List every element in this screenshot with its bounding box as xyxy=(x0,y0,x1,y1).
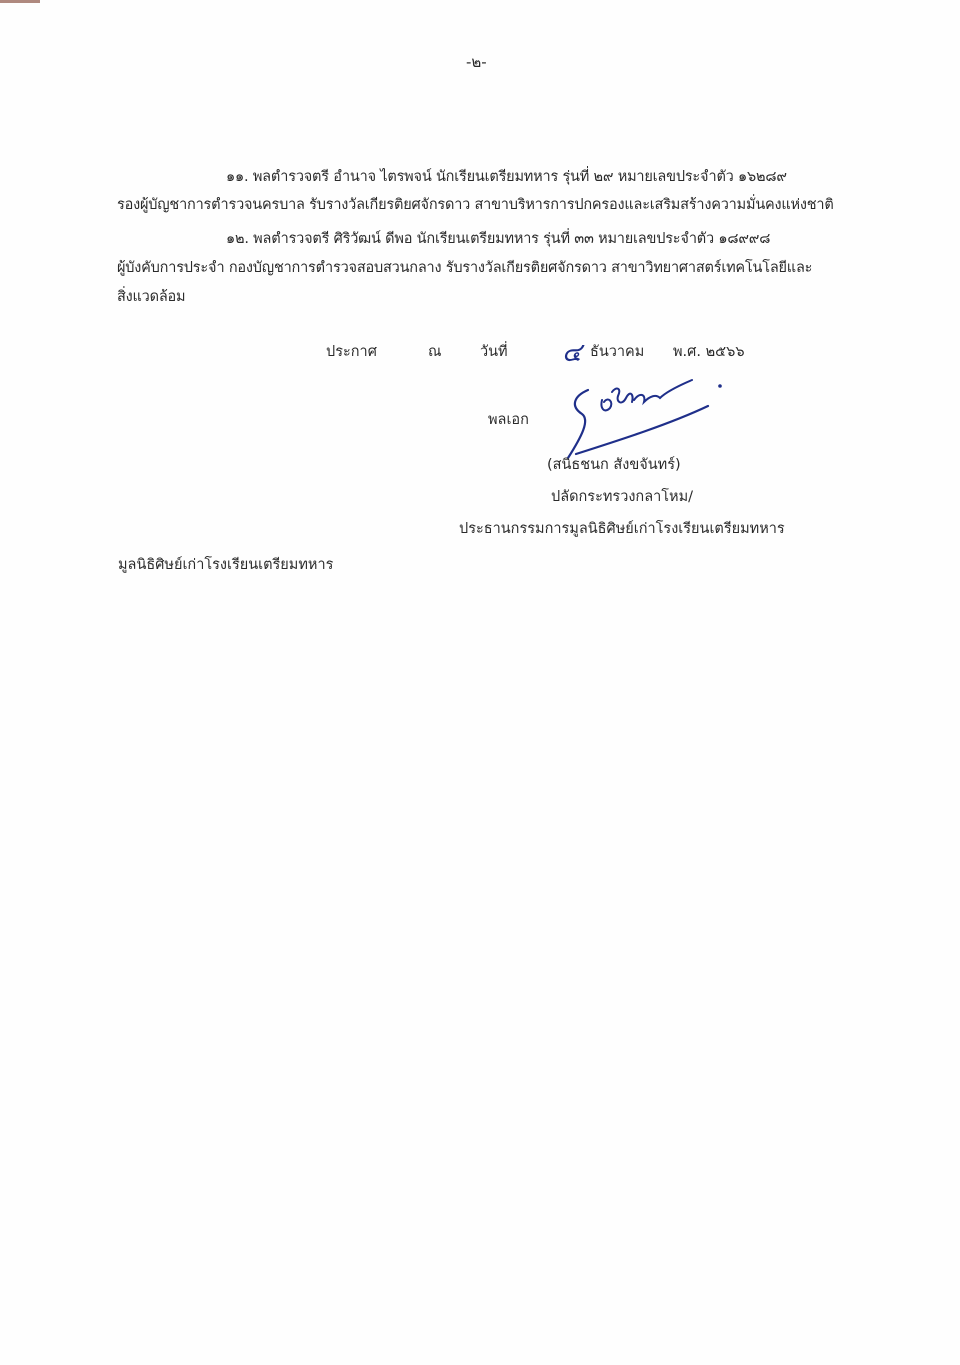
page-number: -๒- xyxy=(466,53,487,71)
announcement-date-label: วันที่ xyxy=(480,344,508,360)
item-11-line-2: รองผู้บัญชาการตำรวจนครบาล รับรางวัลเกียรติยศจักรดาว สาขาบริหารการปกครองและเสริมสร้างความมั่นคงแห่งชาติ xyxy=(117,197,834,213)
announcement-year: พ.ศ. ๒๕๖๖ xyxy=(673,344,745,360)
signer-rank: พลเอก xyxy=(488,412,529,428)
item-12-line-3: สิ่งแวดล้อม xyxy=(117,289,186,305)
signer-position-2: ประธานกรรมการมูลนิธิศิษย์เก่าโรงเรียนเตรียมทหาร xyxy=(459,521,785,537)
item-11-line-1: ๑๑. พลตำรวจตรี อำนาจ ไตรพจน์ นักเรียนเตรียมทหาร รุ่นที่ ๒๙ หมายเลขประจำตัว ๑๖๒๘๙ xyxy=(226,169,787,185)
issuing-organization: มูลนิธิศิษย์เก่าโรงเรียนเตรียมทหาร xyxy=(118,557,334,573)
announcement-month: ธันวาคม xyxy=(590,344,645,360)
item-12-line-1: ๑๒. พลตำรวจตรี ศิริวัฒน์ ดีพอ นักเรียนเตรียมทหาร รุ่นที่ ๓๓ หมายเลขประจำตัว ๑๘๙๙๘ xyxy=(226,231,771,247)
item-12-line-2: ผู้บังคับการประจำ กองบัญชาการตำรวจสอบสวนกลาง รับรางวัลเกียรติยศจักรดาว สาขาวิทยาศาสตร์เทคโนโลยีและ xyxy=(117,260,813,276)
signer-position-1: ปลัดกระทรวงกลาโหม/ xyxy=(551,489,694,505)
signer-name: (สนิธชนก สังขจันทร์) xyxy=(547,457,681,473)
scan-edge-mark xyxy=(0,0,40,3)
handwritten-day: ๔ xyxy=(562,338,582,368)
announcement-at: ณ xyxy=(428,344,442,360)
announcement-label: ประกาศ xyxy=(326,344,377,360)
